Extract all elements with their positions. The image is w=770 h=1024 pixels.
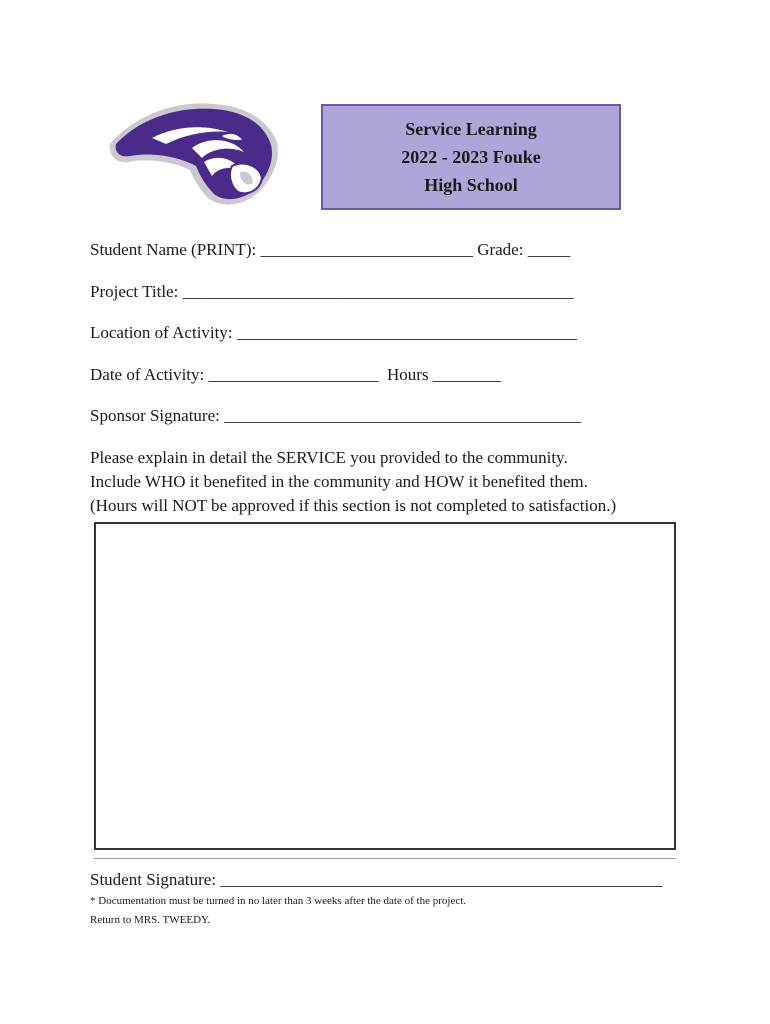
footnote-deadline: * Documentation must be turned in no later than 3 weeks after the date of the project. <box>90 895 467 907</box>
date-hours-field[interactable]: Date of Activity: ____________________ Hours ________ <box>90 365 501 384</box>
instructions <box>90 446 616 518</box>
title-line-3: High School <box>424 175 518 195</box>
service-description-box[interactable] <box>94 522 676 850</box>
footnote-return: Return to MRS. TWEEDY. <box>90 914 211 926</box>
divider <box>94 858 676 859</box>
sponsor-signature-field[interactable]: Sponsor Signature: __________________________________________ <box>90 406 582 425</box>
location-field[interactable]: Location of Activity: ________________________________________ <box>90 323 577 342</box>
panther-head-icon <box>104 96 282 208</box>
instruction-line-2: Include WHO it benefited in the community and HOW it benefited them. <box>90 472 588 491</box>
student-signature-field[interactable]: Student Signature: ____________________________________________________ <box>90 870 663 889</box>
instruction-line-3: (Hours will NOT be approved if this section is not completed to satisfaction.) <box>90 496 617 515</box>
project-title-field[interactable]: Project Title: ______________________________________________ <box>90 282 574 301</box>
title-line-1: Service Learning <box>405 119 537 139</box>
instruction-line-1: Please explain in detail the SERVICE you provided to the community. <box>90 448 568 467</box>
student-name-field[interactable]: Student Name (PRINT): _________________________ Grade: _____ <box>90 240 571 259</box>
title-box <box>321 104 621 210</box>
title-line-2: 2022 - 2023 Fouke <box>401 147 541 167</box>
